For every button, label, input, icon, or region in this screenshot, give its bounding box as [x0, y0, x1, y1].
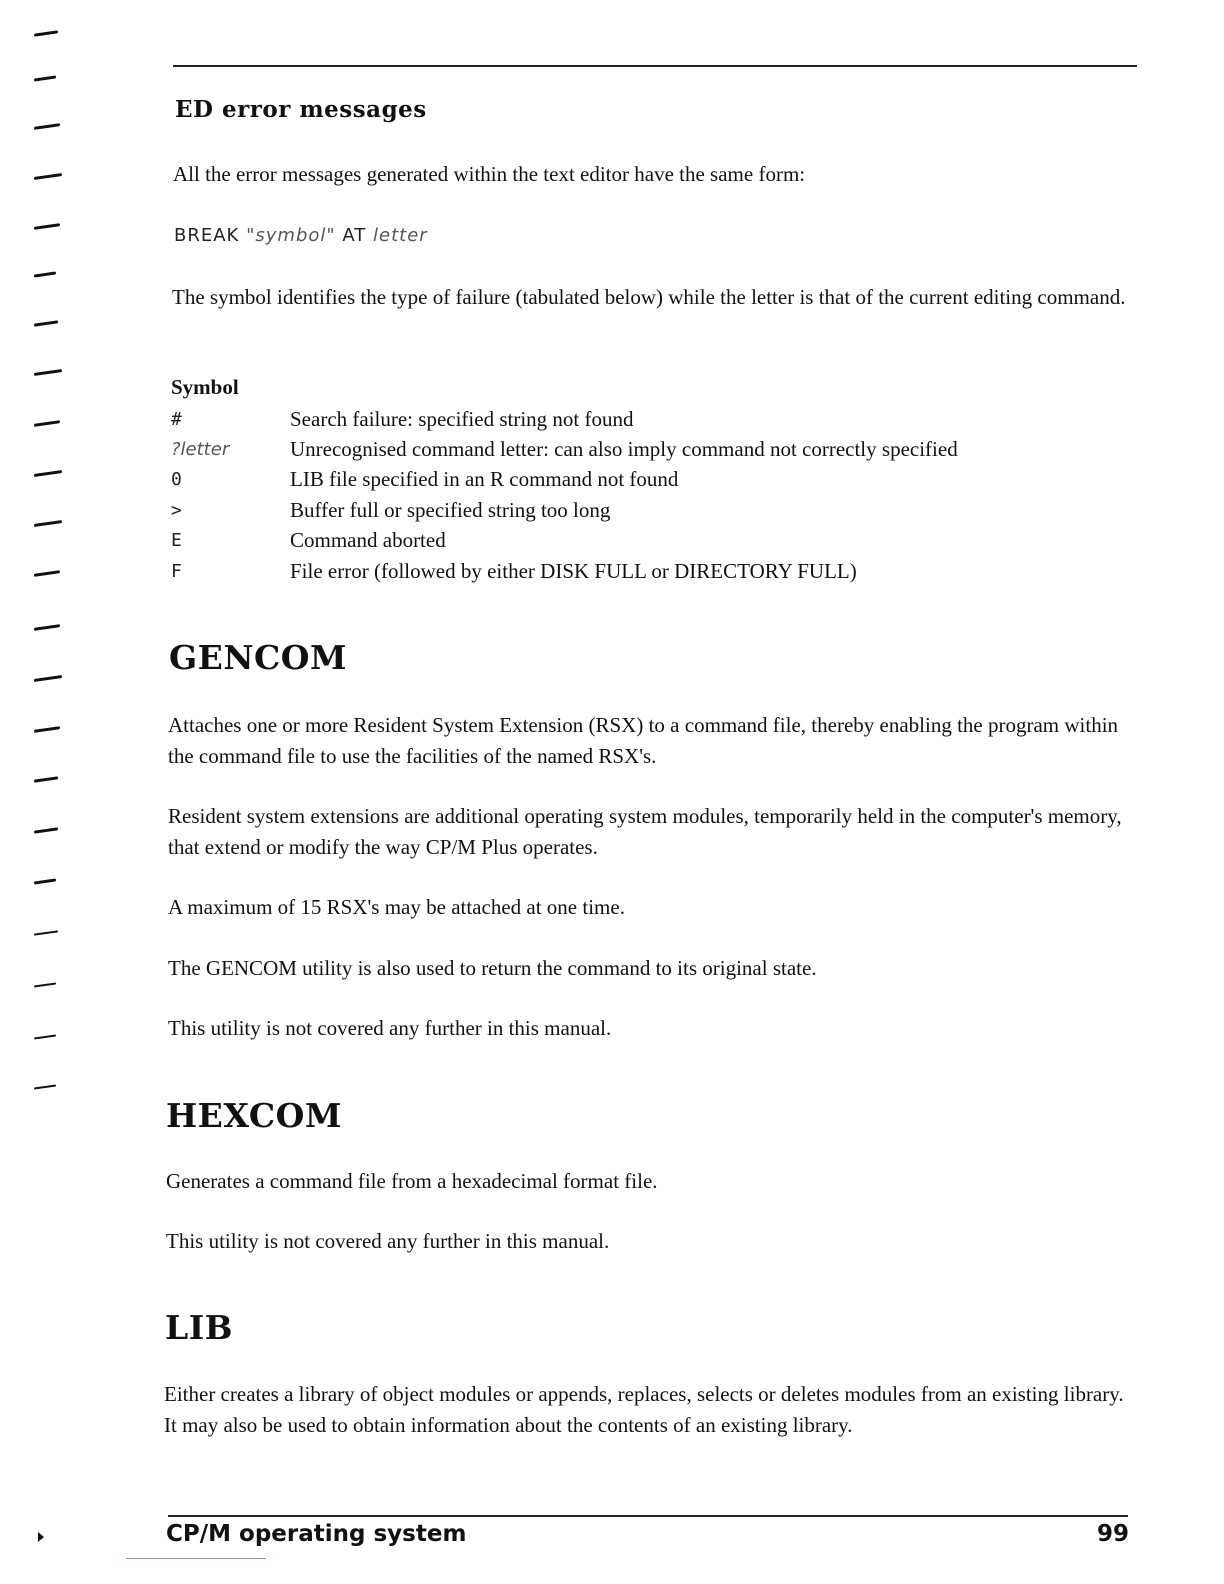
scan-edge-line: [126, 1558, 266, 1559]
description-cell: Unrecognised command letter: can also imply command not correctly specified: [290, 437, 958, 462]
symbol-cell: ?letter: [171, 439, 230, 461]
gencom-paragraph: A maximum of 15 RSX's may be attached at one time.: [168, 895, 625, 919]
syntax-keyword-break: BREAK: [174, 225, 240, 246]
table-row: [171, 556, 1151, 586]
lib-heading: LIB: [165, 1308, 234, 1347]
symbol-heading: Symbol: [171, 375, 239, 399]
table-row: [171, 465, 1151, 495]
symbol-cell: >: [171, 499, 182, 521]
hexcom-paragraph: This utility is not covered any further in this manual.: [166, 1229, 610, 1253]
hexcom-heading: HEXCOM: [166, 1096, 342, 1135]
syntax-symbol: "symbol": [246, 225, 336, 246]
ed-errors-explanation: The symbol identifies the type of failure (tabulated below) while the letter is that of the current editing command.: [172, 285, 1126, 309]
symbol-cell: F: [171, 560, 182, 582]
description-cell: Buffer full or specified string too long: [290, 497, 611, 522]
lib-paragraph: Either creates a library of object modules or appends, replaces, selects or deletes modules from an existing library. It may also be used to obtain information about the contents of an existing library.: [164, 1382, 1124, 1437]
symbol-cell: E: [171, 530, 182, 552]
syntax-letter: letter: [373, 225, 428, 246]
syntax-keyword-at: AT: [342, 225, 367, 246]
bullet-mark: [38, 1532, 44, 1542]
description-cell: Search failure: specified string not found: [290, 406, 634, 431]
page-number: 99: [1097, 1521, 1130, 1547]
footer-rule: [168, 1515, 1128, 1517]
ed-errors-intro: All the error messages generated within the text editor have the same form:: [173, 162, 806, 186]
description-cell: Command aborted: [290, 528, 446, 553]
gencom-heading: GENCOM: [169, 638, 348, 677]
ed-errors-heading: ED error messages: [175, 96, 427, 123]
gencom-paragraph: Attaches one or more Resident System Extension (RSX) to a command file, thereby enabling the program within the command file to use the facilities of the named RSX's.: [168, 713, 1119, 768]
footer-title: CP/M operating system: [166, 1521, 467, 1547]
gencom-paragraph: This utility is not covered any further in this manual.: [168, 1016, 612, 1040]
symbol-table: [171, 404, 1151, 586]
gencom-paragraph: Resident system extensions are additional operating system modules, temporarily held in the computer's memory, that extend or modify the way CP/M Plus operates.: [168, 804, 1122, 859]
symbol-cell: #: [171, 408, 182, 430]
table-row: [171, 495, 1151, 525]
gencom-paragraph: The GENCOM utility is also used to return the command to its original state.: [168, 956, 817, 980]
description-cell: File error (followed by either DISK FULL or DIRECTORY FULL): [290, 558, 857, 583]
break-syntax: [174, 225, 428, 246]
table-row: [171, 404, 1151, 434]
symbol-cell: 0: [171, 469, 182, 491]
top-rule: [173, 65, 1137, 67]
table-row: [171, 526, 1151, 556]
table-row: [171, 434, 1151, 464]
description-cell: LIB file specified in an R command not found: [290, 467, 679, 492]
hexcom-paragraph: Generates a command file from a hexadecimal format file.: [166, 1169, 658, 1193]
